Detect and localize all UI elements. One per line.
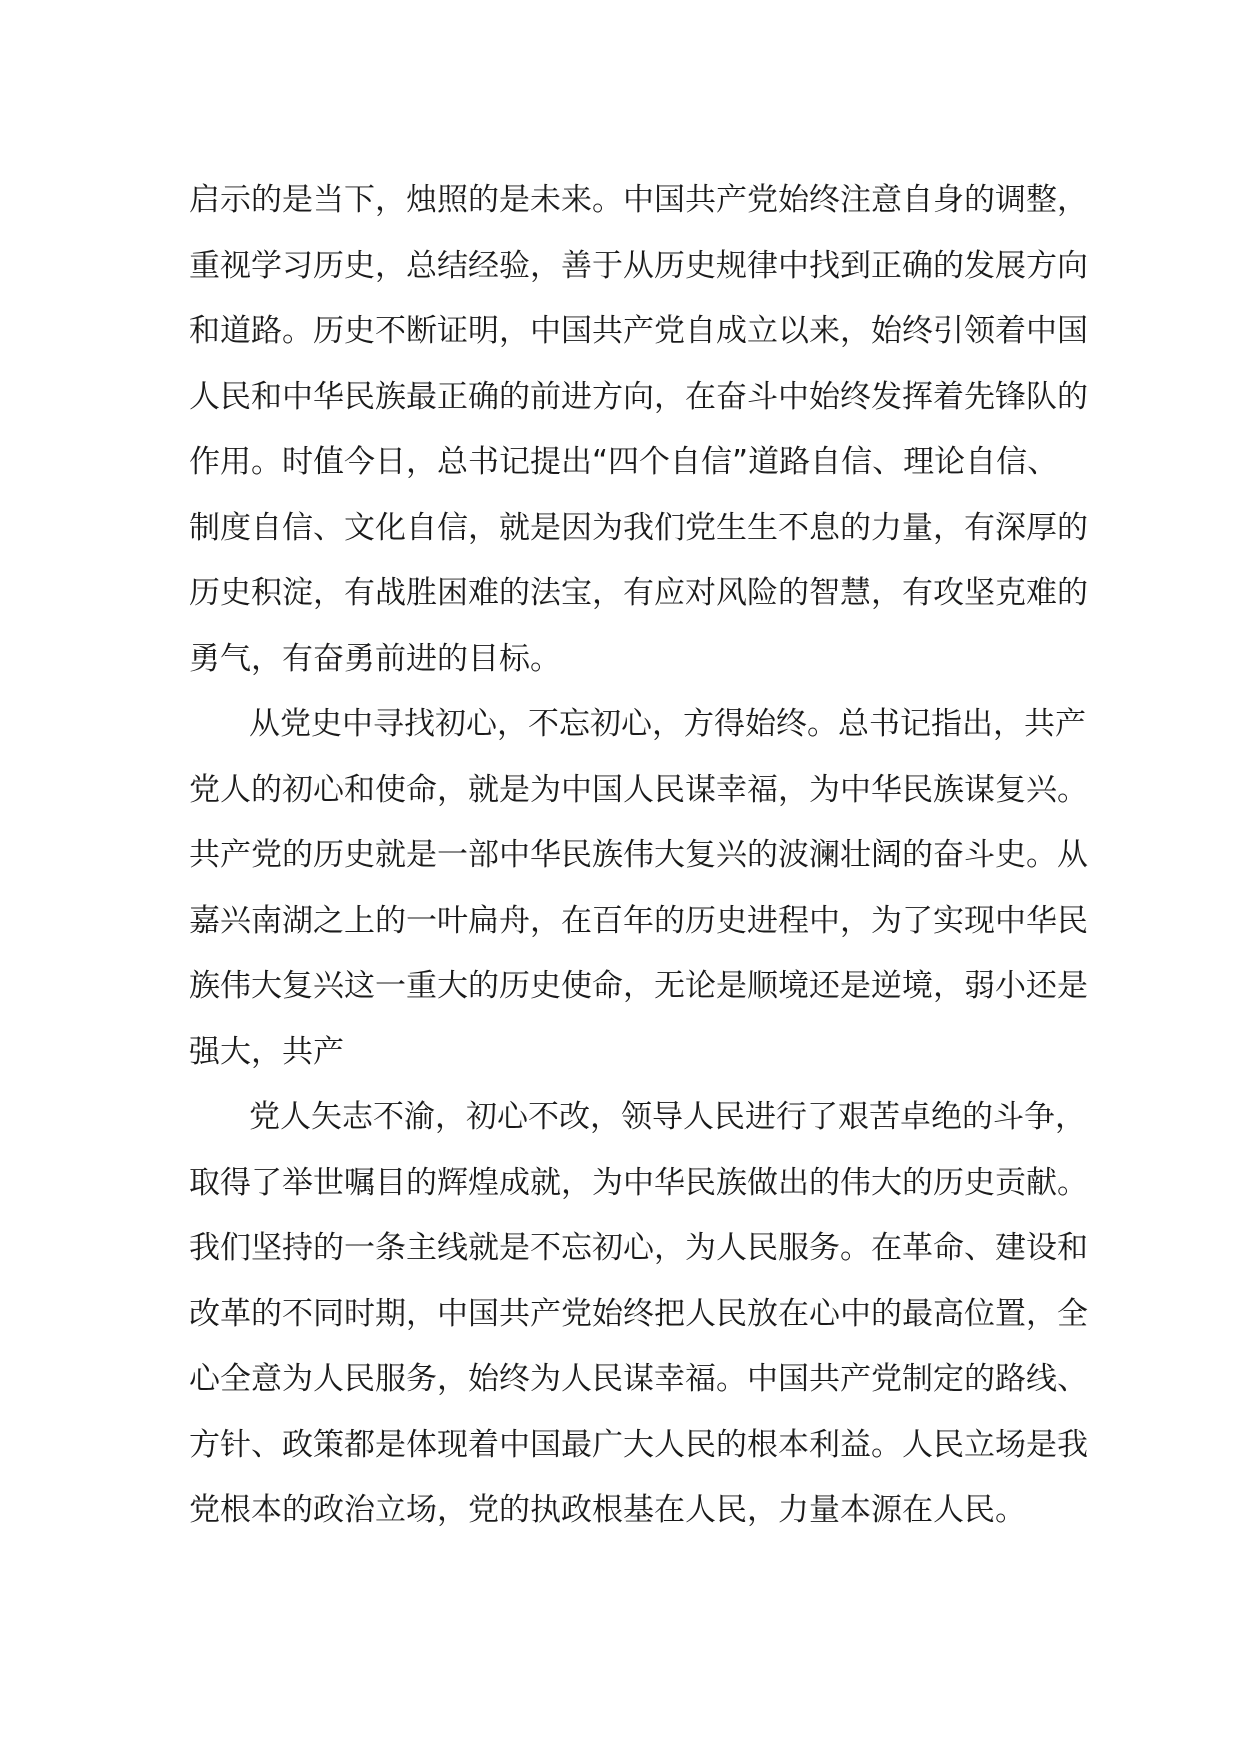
- paragraph-line: 制度自信、文化自信，就是因为我们党生生不息的力量，有深厚的: [189, 509, 1088, 546]
- paragraph-line: 方针、政策都是体现着中国最广大人民的根本利益。人民立场是我: [189, 1426, 1088, 1463]
- paragraph-line: 我们坚持的一条主线就是不忘初心，为人民服务。在革命、建设和: [189, 1230, 1088, 1266]
- paragraph-line: 启示的是当下，烛照的是未来。中国共产党始终注意自身的调整，: [189, 182, 1088, 218]
- paragraph-line: 党人矢志不渝，初心不改，领导人民进行了艰苦卓绝的斗争，: [249, 1099, 1086, 1135]
- paragraph-line: 心全意为人民服务，始终为人民谋幸福。中国共产党制定的路线、: [189, 1361, 1088, 1397]
- paragraph-line: 强大，共产: [189, 1033, 344, 1070]
- paragraph-line: 作用。时值今日，总书记提出“四个自信”道路自信、理论自信、: [189, 444, 1059, 480]
- paragraph-3: [189, 1085, 1088, 1544]
- paragraph-line: 党人的初心和使命，就是为中国人民谋幸福，为中华民族谋复兴。: [189, 771, 1088, 808]
- paragraph-line: 从党史中寻找初心，不忘初心，方得始终。总书记指出，共产: [249, 706, 1086, 742]
- paragraph-line: 党根本的政治立场，党的执政根基在人民，力量本源在人民。: [189, 1492, 1026, 1528]
- paragraph-1: [189, 168, 1088, 692]
- paragraph-2: [189, 692, 1088, 1085]
- paragraph-line: 人民和中华民族最正确的前进方向，在奋斗中始终发挥着先锋队的: [189, 378, 1088, 415]
- paragraph-line: 勇气，有奋勇前进的目标。: [189, 640, 561, 677]
- paragraph-line: 族伟大复兴这一重大的历史使命，无论是顺境还是逆境，弱小还是: [189, 968, 1088, 1004]
- paragraph-line: 取得了举世嘱目的辉煌成就，为中华民族做出的伟大的历史贡献。: [189, 1164, 1088, 1201]
- paragraph-line: 嘉兴南湖之上的一叶扁舟，在百年的历史进程中，为了实现中华民: [189, 902, 1088, 939]
- paragraph-line: 历史积淀，有战胜困难的法宝，有应对风险的智慧，有攻坚克难的: [189, 575, 1088, 611]
- paragraph-line: 和道路。历史不断证明，中国共产党自成立以来，始终引领着中国: [189, 313, 1088, 349]
- paragraph-line: 重视学习历史，总结经验，善于从历史规律中找到正确的发展方向: [189, 247, 1088, 284]
- paragraph-line: 共产党的历史就是一部中华民族伟大复兴的波澜壮阔的奋斗史。从: [189, 837, 1088, 873]
- body-text: [189, 168, 1088, 1544]
- paragraph-line: 改革的不同时期，中国共产党始终把人民放在心中的最高位置，全: [189, 1295, 1088, 1332]
